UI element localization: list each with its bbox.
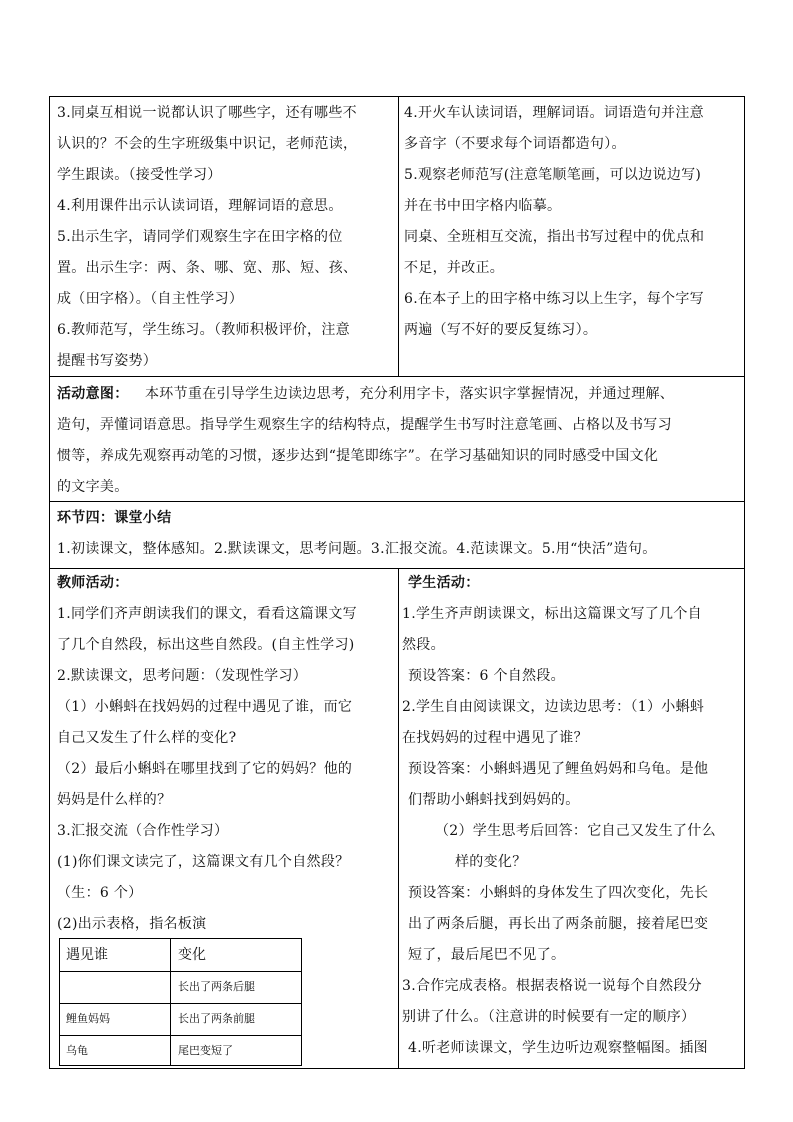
table-cell: 长出了两条前腿: [178, 1012, 255, 1025]
text-line: 置。出示生字：两、条、哪、宽、那、短、孩、: [57, 260, 358, 276]
text-line: 自己又发生了什么样的变化?: [57, 730, 237, 746]
text-line: （1）小蝌蚪在找妈妈的过程中遇见了谁，而它: [57, 699, 353, 715]
text-line: 妈妈是什么样的？: [57, 792, 172, 808]
text-line: 学生跟读。（接受性学习）: [57, 167, 222, 183]
text-line: （2）最后小蝌蚪在哪里找到了它的妈妈？他的: [57, 761, 353, 777]
text-line: 认识的？不会的生字班级集中识记，老师范读，: [57, 136, 358, 152]
text-line: 6.在本子上的田字格中练习以上生字，每个字写: [404, 291, 704, 307]
text-line: （生：6 个）: [57, 885, 143, 901]
text-line: 5.观察老师范写(注意笔顺笔画，可以边说边写): [404, 167, 702, 183]
upper-left-cell: [50, 97, 398, 376]
text-line: 6.教师范写，学生练习。（教师积极评价，注意: [57, 322, 350, 338]
teacher-heading: 教师活动：: [57, 575, 129, 591]
text-line: 4.开火车认读词语，理解词语。词语造句并注意: [404, 105, 704, 121]
student-cell: [399, 569, 746, 1069]
text-line: 5.出示生字，请同学们观察生字在田字格的位: [57, 229, 343, 245]
text-line: 提醒书写姿势）: [57, 353, 158, 369]
text-line: 两遍（写不好的要反复练习）。: [404, 322, 598, 338]
text-line: 别讲了什么。（注意讲的时候要有一定的顺序）: [402, 1009, 696, 1025]
encounter-table: [59, 938, 302, 1066]
text-line: 2.学生自由阅读课文，边读边思考：（1）小蝌蚪: [402, 699, 705, 715]
text-line: 2.默读课文，思考问题：（发现性学习）: [57, 668, 308, 684]
text-line: 1.学生齐声朗读课文，标出这篇课文写了几个自: [402, 606, 702, 622]
teacher-cell: [50, 569, 398, 1069]
table-cell: 尾巴变短了: [178, 1044, 233, 1057]
text-line: 3.合作完成表格。根据表格说一说每个自然段分: [402, 978, 702, 994]
student-heading: 学生活动：: [408, 575, 480, 591]
section-summary: 1.初读课文，整体感知。2.默读课文，思考问题。3.汇报交流。4.范读课文。5.用“快活”造句。: [57, 541, 657, 557]
text-line: 多音字（不要求每个词语都造句）。: [404, 136, 626, 152]
text-line: 然段。: [402, 637, 445, 653]
intent-cell: [50, 377, 746, 501]
intent-label: 活动意图：: [57, 386, 129, 402]
table-cell: 长出了两条后腿: [178, 980, 255, 993]
text-line: 样的变化？: [455, 854, 527, 870]
table-cell: 鲤鱼妈妈: [66, 1012, 110, 1025]
text-line: 并在书中田字格内临摹。: [404, 198, 562, 214]
text-line: 在找妈妈的过程中遇见了谁？: [402, 730, 588, 746]
text-line: 同桌、全班相互交流，指出书写过程中的优点和: [404, 229, 705, 245]
upper-right-cell: [399, 97, 746, 376]
text-line: 们帮助小蝌蚪找到妈妈的。: [408, 792, 580, 808]
table-header: 遇见谁: [66, 947, 108, 963]
text-line: 了几个自然段，标出这些自然段。(自主性学习): [57, 637, 355, 653]
text-line: 造句，弄懂词语意思。指导学生观察生字的结构特点，提醒学生书写时注意笔画、占格以及书写习: [57, 417, 672, 433]
section4-cell: [50, 502, 746, 568]
text-line: 预设答案：小蝌蚪的身体发生了四次变化，先长: [408, 885, 709, 901]
text-line: 预设答案：小蝌蚪遇见了鲤鱼妈妈和乌龟。是他: [408, 761, 709, 777]
text-line: 4.利用课件出示认读词语，理解词语的意思。: [57, 198, 343, 214]
text-line: 短了，最后尾巴不见了。: [408, 947, 566, 963]
text-line: 本环节重在引导学生边读边思考，充分利用字卡，落实识字掌握情况，并通过理解、: [145, 386, 675, 402]
text-line: 3.汇报交流（合作性学习）: [57, 823, 229, 839]
text-line: （2）学生思考后回答：它自己又发生了什么: [435, 823, 716, 839]
text-line: 惯等，养成先观察再动笔的习惯，逐步达到“提笔即练字”。在学习基础知识的同时感受中国文化: [57, 448, 659, 464]
text-line: 3.同桌互相说一说都认识了哪些字，还有哪些不: [57, 105, 357, 121]
lesson-plan-table: [49, 96, 745, 1069]
table-header: 变化: [178, 947, 206, 963]
text-line: 不足，并改正。: [404, 260, 505, 276]
section-title: 环节四：课堂小结: [57, 510, 172, 526]
text-line: 成（田字格）。（自主性学习）: [57, 291, 244, 307]
text-line: (1)你们课文读完了，这篇课文有几个自然段？: [57, 854, 350, 870]
text-line: 出了两条后腿，再长出了两条前腿，接着尾巴变: [408, 916, 709, 932]
text-line: 4.听老师读课文，学生边听边观察整幅图。插图: [408, 1040, 708, 1056]
text-line: (2)出示表格，指名板演: [57, 916, 207, 932]
text-line: 预设答案：6 个自然段。: [408, 668, 565, 684]
text-line: 1.同学们齐声朗读我们的课文，看看这篇课文写: [57, 606, 357, 622]
table-cell: 乌龟: [66, 1044, 88, 1057]
text-line: 的文字美。: [57, 479, 129, 495]
